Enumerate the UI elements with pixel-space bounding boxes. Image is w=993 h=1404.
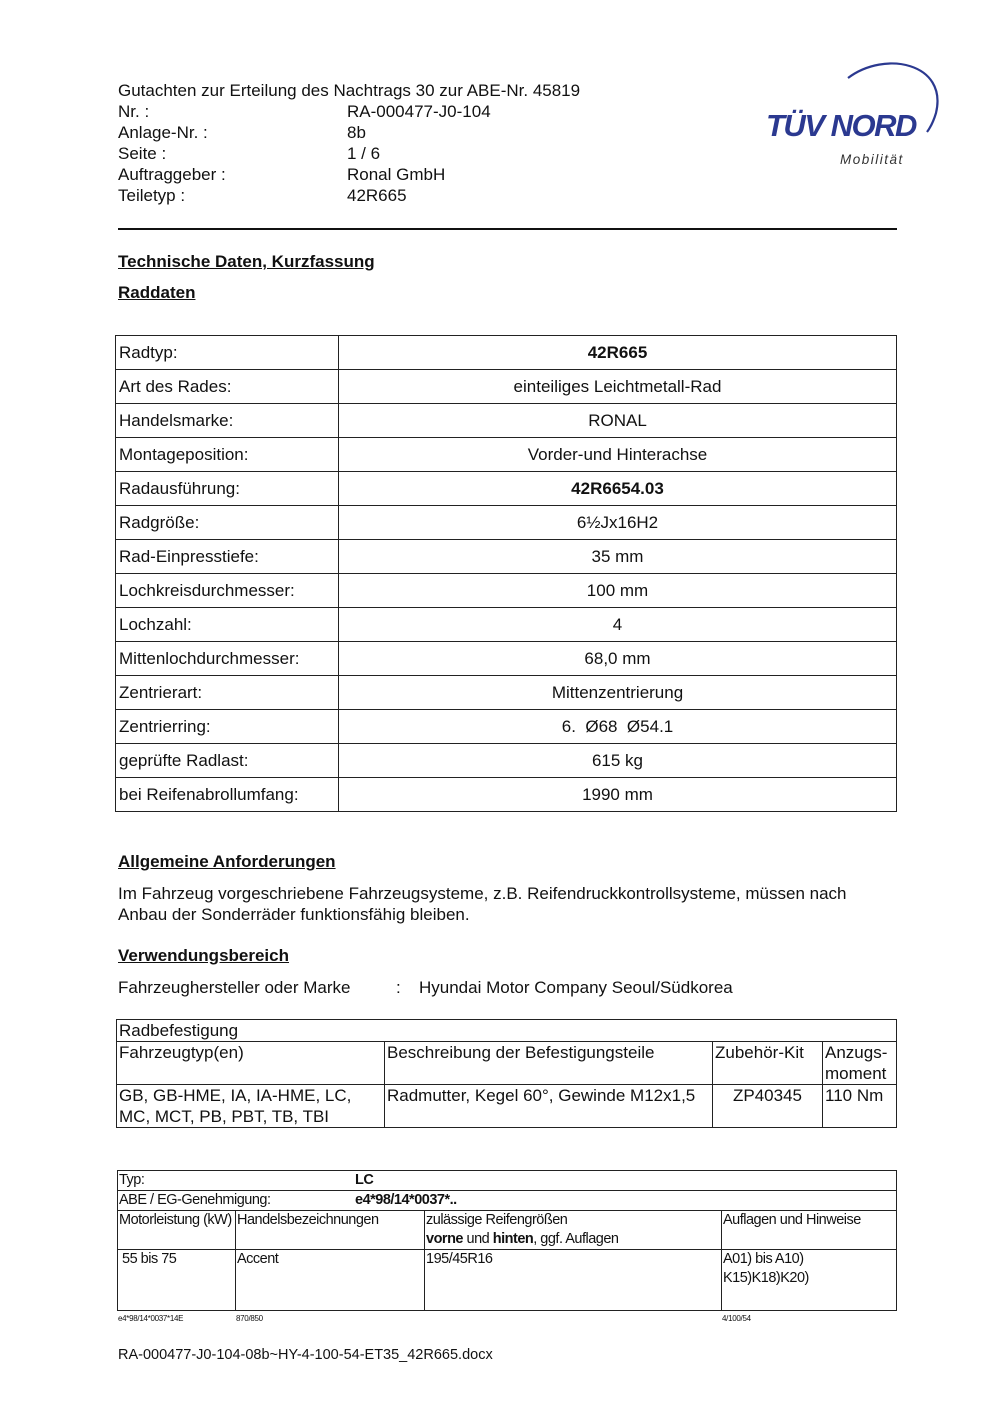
header-bold: hinten [492,1231,534,1247]
table-cell: Radmutter, Kegel 60°, Gewinde M12x1,5 [385,1085,713,1128]
header-row-teiletyp [118,185,678,206]
logo-tagline: Mobilität [840,152,904,167]
table-row [116,710,897,744]
section-heading-raddaten: Raddaten [118,283,196,302]
row-value: Vorder-und Hinterachse [339,438,897,472]
row-value: 42R665 [339,336,897,370]
row-label: bei Reifenabrollumfang: [116,778,339,812]
table-cell: 55 bis 75 [118,1250,236,1311]
table-row [116,574,897,608]
row-value: 6. Ø68 Ø54.1 [339,710,897,744]
row-value: 1990 mm [339,778,897,812]
section-heading-technische: Technische Daten, Kurzfassung [118,252,375,271]
row-label: Art des Rades: [116,370,339,404]
header-row-seite [118,143,678,164]
header-text: , ggf. Auflagen [533,1231,619,1247]
table-row [116,778,897,812]
table-row [116,676,897,710]
typ-table [117,1170,897,1311]
cell-line: K15)K18)K20) [723,1270,809,1286]
radbefestigung-title: Radbefestigung [117,1020,897,1042]
row-value: 4 [339,608,897,642]
row-value: 615 kg [339,744,897,778]
row-label: Mittenlochdurchmesser: [116,642,339,676]
row-label: Handelsmarke: [116,404,339,438]
radbefestigung-table [116,1019,897,1128]
row-label: Rad-Einpresstiefe: [116,540,339,574]
section-heading-allgemeine: Allgemeine Anforderungen [118,852,336,871]
row-label: geprüfte Radlast: [116,744,339,778]
header-value: 1 / 6 [347,144,381,163]
table-row [116,404,897,438]
header-label: Teiletyp : [118,186,186,205]
abe-row [118,1191,897,1211]
row-label: Lochzahl: [116,608,339,642]
table-row [116,540,897,574]
header-divider [118,228,897,230]
row-value: 68,0 mm [339,642,897,676]
table-row [116,608,897,642]
tuv-nord-logo [760,58,950,173]
logo-brand-text: TÜV NORD [766,108,916,143]
document-title: Gutachten zur Erteilung des Nachtrags 30 zur ABE-Nr. 45819 [118,81,581,100]
row-label: Radgröße: [116,506,339,540]
table-row [118,1191,897,1211]
table-row [118,1250,897,1311]
row-label: Zentrierart: [116,676,339,710]
column-header: Handelsbezeichnungen [236,1211,425,1250]
typ-label: Typ: [119,1172,145,1188]
table-row [116,336,897,370]
row-value: RONAL [339,404,897,438]
verwendung-value: Hyundai Motor Company Seoul/Südkorea [419,978,733,997]
header-line: zulässige Reifengrößen [426,1212,568,1228]
typ-value: LC [355,1172,374,1188]
row-label: Lochkreisdurchmesser: [116,574,339,608]
typ-row [118,1171,897,1191]
column-header: Beschreibung der Befestigungsteile [385,1042,713,1085]
table-header-row [118,1211,897,1250]
column-header-reifen [425,1211,722,1250]
cell-line: A01) bis A10) [723,1251,804,1267]
header-label: Nr. : [118,102,150,121]
verwendung-label: Fahrzeughersteller oder Marke [118,978,351,997]
column-header: Anzugs-moment [823,1042,897,1085]
logo-arc-icon [760,58,950,173]
header-label: Seite : [118,144,167,163]
header-row-anlage [118,122,678,143]
header-value: 8b [347,123,366,142]
row-label: Montageposition: [116,438,339,472]
table-cell: GB, GB-HME, IA, IA-HME, LC, MC, MCT, PB, PBT, TB, TBI [117,1085,385,1128]
section-heading-verwendung: Verwendungsbereich [118,946,289,965]
table-cell: Accent [236,1250,425,1311]
row-value: 42R6654.03 [339,472,897,506]
column-header: Auflagen und Hinweise [722,1211,897,1250]
table-row [116,506,897,540]
column-header: Zubehör-Kit [713,1042,823,1085]
abe-label: ABE / EG-Genehmigung: [119,1192,271,1208]
header-value: RA-000477-J0-104 [347,102,491,121]
row-value: Mittenzentrierung [339,676,897,710]
verwendung-separator: : [396,978,401,997]
table-header-row [117,1042,897,1085]
table-row [118,1171,897,1191]
footer-filename: RA-000477-J0-104-08b~HY-4-100-54-ET35_42R665.docx [118,1347,493,1363]
header-value: Ronal GmbH [347,165,446,184]
abe-value: e4*98/14*0037*.. [355,1192,457,1208]
row-value: einteiliges Leichtmetall-Rad [339,370,897,404]
row-label: Radtyp: [116,336,339,370]
table-row [116,370,897,404]
row-value: 35 mm [339,540,897,574]
header-label: Auftraggeber : [118,165,226,184]
row-value: 6½Jx16H2 [339,506,897,540]
small-note: 870/850 [236,1314,263,1323]
header-text: und [463,1231,493,1247]
table-row [116,472,897,506]
header-row-nr [118,101,678,122]
small-note: e4*98/14*0037*14E [118,1314,184,1323]
document-header [118,80,678,206]
row-label: Radausführung: [116,472,339,506]
table-row [117,1085,897,1128]
allgemeine-text: Im Fahrzeug vorgeschriebene Fahrzeugsysteme, z.B. Reifendruckkontrollsysteme, müssen nach Anbau der Sonderräder funktionsfähig bleiben. [118,884,847,924]
raddaten-table [115,335,897,812]
row-value: 100 mm [339,574,897,608]
row-label: Zentrierring: [116,710,339,744]
header-bold: vorne [426,1231,463,1247]
table-row [116,438,897,472]
table-cell: 110 Nm [823,1085,897,1128]
table-row [116,744,897,778]
header-row-auftraggeber [118,164,678,185]
header-label: Anlage-Nr. : [118,123,208,142]
table-cell: ZP40345 [713,1085,823,1128]
table-cell: 195/45R16 [425,1250,722,1311]
table-cell-auflagen [722,1250,897,1311]
table-row [116,642,897,676]
header-value: 42R665 [347,186,407,205]
column-header: Motorleistung (kW) [118,1211,236,1250]
column-header: Fahrzeugtyp(en) [117,1042,385,1085]
table-row [117,1020,897,1042]
small-note: 4/100/54 [722,1314,751,1323]
